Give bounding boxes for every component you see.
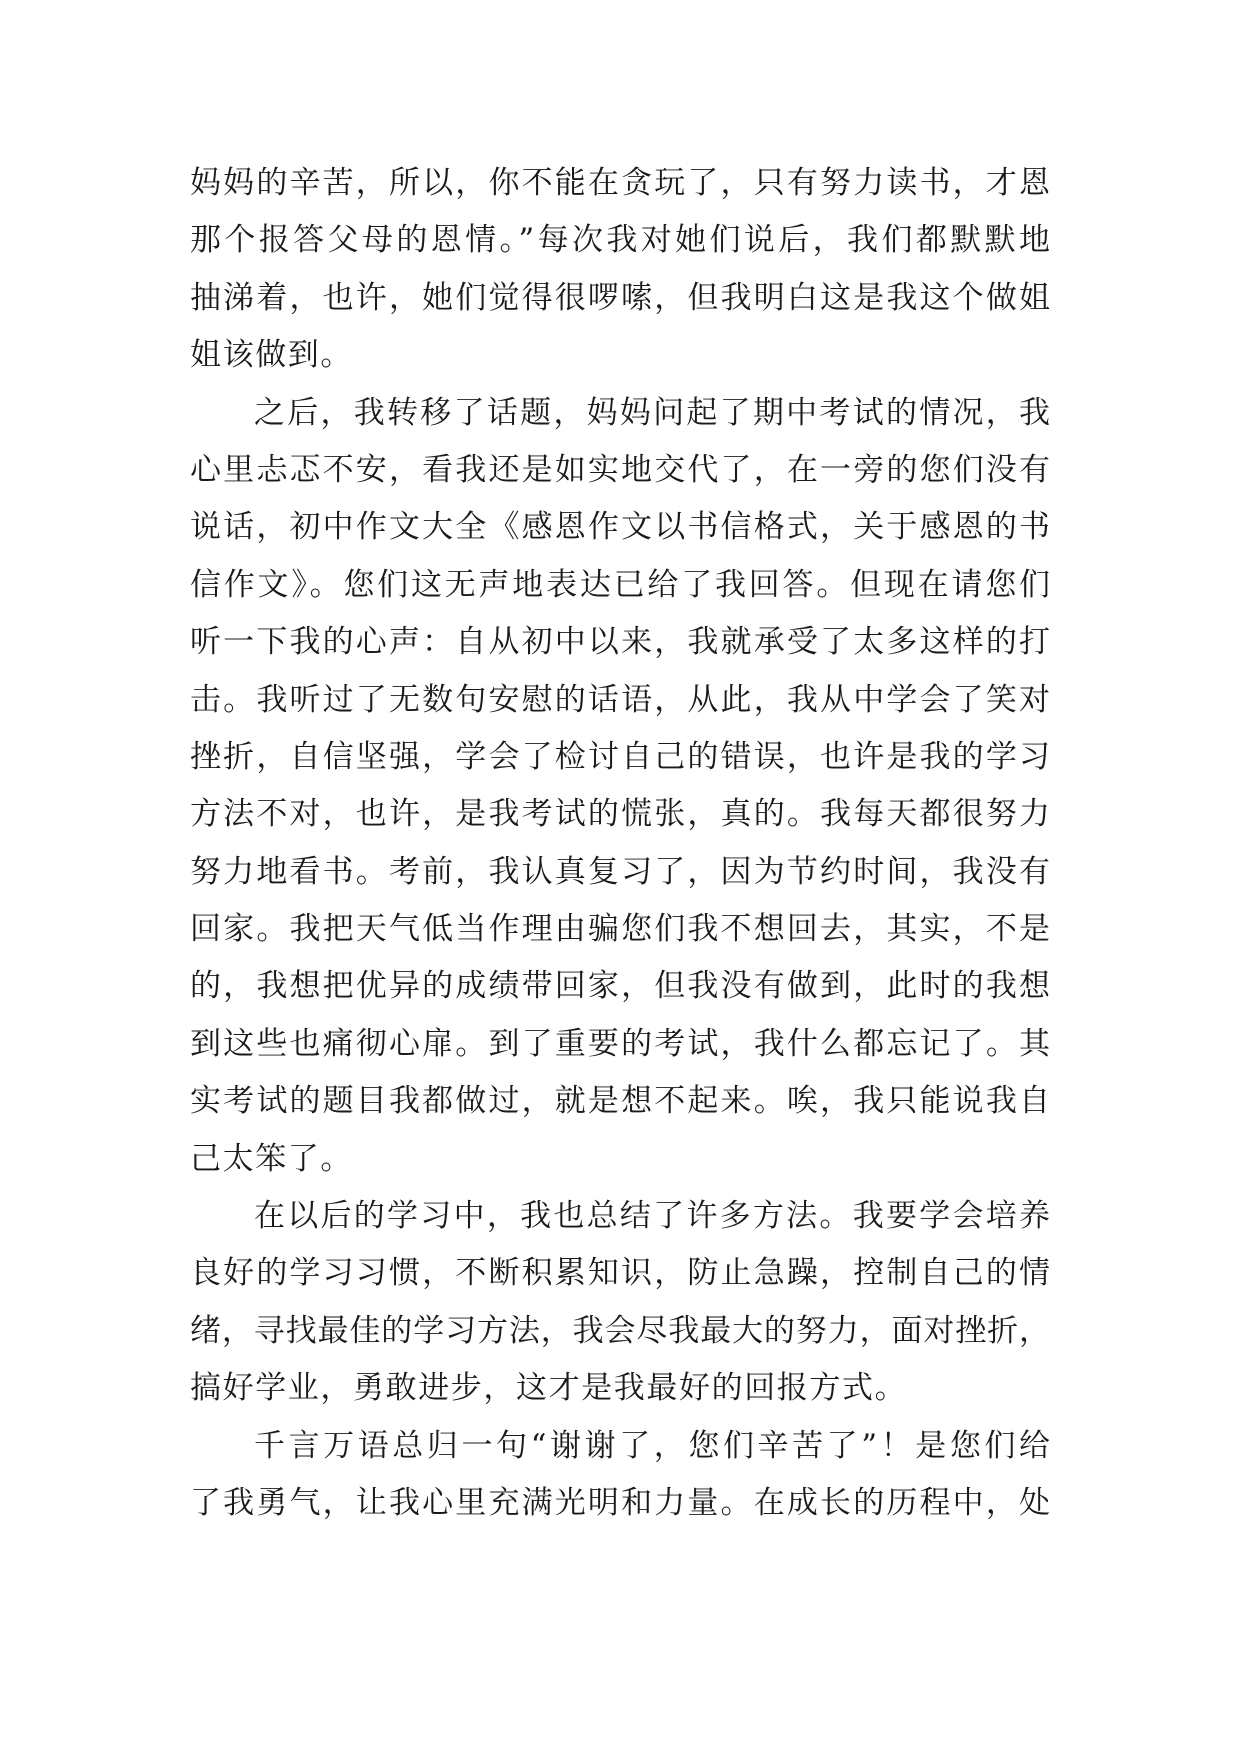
text-line: 姐该做到。 <box>190 337 353 374</box>
text-line: 挫折，自信坚强，学会了检讨自己的错误，也许是我的学习 <box>190 738 1050 775</box>
text-line: 抽涕着，也许，她们觉得很啰嗦，但我明白这是我这个做姐 <box>190 279 1050 316</box>
text-line: 说话，初中作文大全《感恩作文以书信格式，关于感恩的书 <box>190 509 1050 546</box>
text-line: 了我勇气，让我心里充满光明和力量。在成长的历程中，处 <box>190 1484 1050 1521</box>
text-line: 信作文》。您们这无声地表达已给了我回答。但现在请您们 <box>190 566 1050 603</box>
text-line: 搞好学业，勇敢进步，这才是我最好的回报方式。 <box>190 1370 908 1407</box>
text-line: 良好的学习习惯，不断积累知识，防止急躁，控制自己的情 <box>190 1255 1050 1292</box>
text-line: 心里忐忑不安，看我还是如实地交代了，在一旁的您们没有 <box>190 451 1050 488</box>
text-line: 之后，我转移了话题，妈妈问起了期中考试的情况，我 <box>254 394 1050 431</box>
text-line: 方法不对，也许，是我考试的慌张，真的。我每天都很努力 <box>190 796 1050 833</box>
text-line: 绪，寻找最佳的学习方法，我会尽我最大的努力，面对挫折， <box>190 1312 1050 1349</box>
text-line: 实考试的题目我都做过，就是想不起来。唉，我只能说我自 <box>190 1083 1050 1120</box>
text-line: 那个报答父母的恩情。”每次我对她们说后，我们都默默地 <box>190 222 1050 259</box>
letter-body-text <box>190 155 1050 1532</box>
text-line: 听一下我的心声：自从初中以来，我就承受了太多这样的打 <box>190 624 1050 661</box>
text-line: 千言万语总归一句“谢谢了，您们辛苦了”！是您们给 <box>254 1427 1050 1464</box>
text-line: 的，我想把优异的成绩带回家，但我没有做到，此时的我想 <box>190 968 1050 1005</box>
text-line: 己太笨了。 <box>190 1140 353 1177</box>
text-line: 回家。我把天气低当作理由骗您们我不想回去，其实，不是 <box>190 911 1050 948</box>
text-line: 妈妈的辛苦，所以，你不能在贪玩了，只有努力读书，才恩 <box>190 165 1050 201</box>
text-line: 在以后的学习中，我也总结了许多方法。我要学会培养 <box>254 1198 1050 1235</box>
text-line: 努力地看书。考前，我认真复习了，因为节约时间，我没有 <box>190 853 1050 890</box>
text-line: 到这些也痛彻心扉。到了重要的考试，我什么都忘记了。其 <box>190 1025 1050 1062</box>
text-line: 击。我听过了无数句安慰的话语，从此，我从中学会了笑对 <box>190 681 1050 718</box>
